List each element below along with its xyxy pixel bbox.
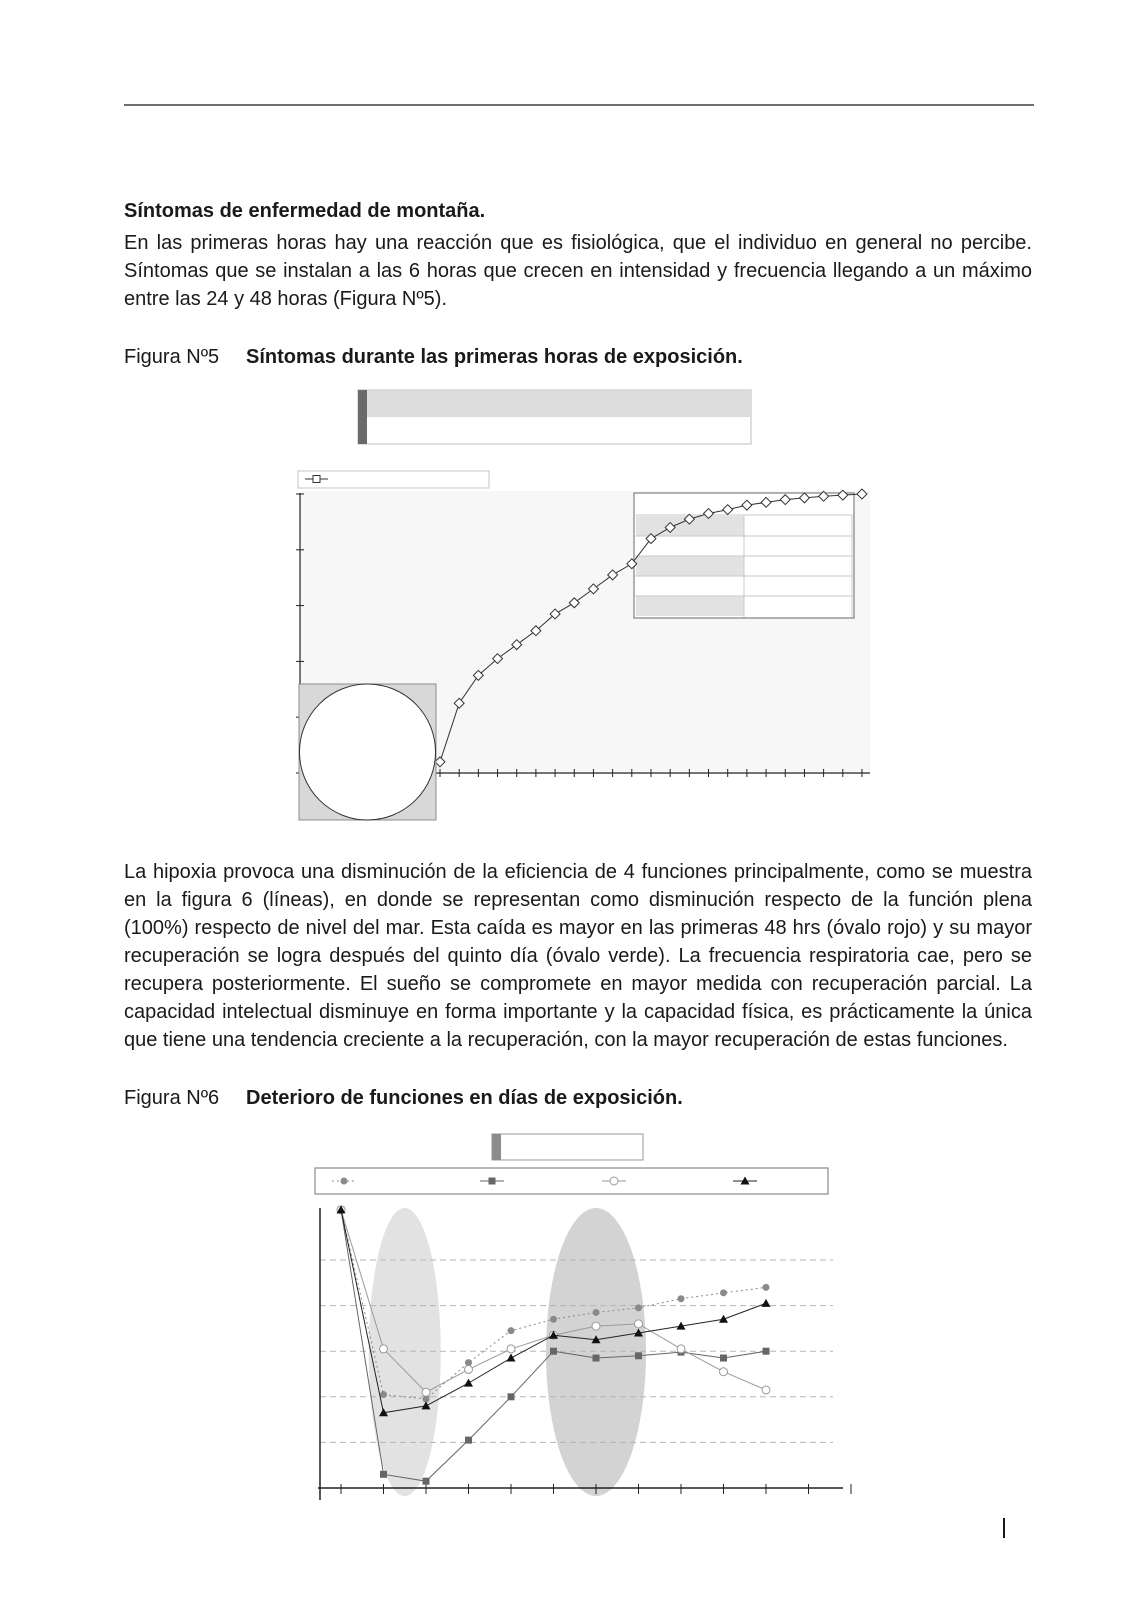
figure6-point xyxy=(465,1365,473,1373)
figure6-point xyxy=(593,1309,600,1316)
figure5-title: Síntomas durante las primeras horas de exposición. xyxy=(246,346,743,368)
figure6-point xyxy=(720,1289,727,1296)
figure6-point xyxy=(508,1393,515,1400)
figure6-point xyxy=(550,1348,557,1355)
figure6-point xyxy=(489,1178,496,1185)
figure6-point xyxy=(380,1391,387,1398)
figure6-title-box xyxy=(492,1134,643,1160)
figure6-title: Deterioro de funciones en días de exposición. xyxy=(246,1087,683,1109)
figure6-point xyxy=(635,1320,643,1328)
figure6-point xyxy=(508,1327,515,1334)
figure6-point xyxy=(507,1345,515,1353)
figure6-point xyxy=(423,1478,430,1485)
figure6-point xyxy=(720,1355,727,1362)
figure6-point xyxy=(380,1345,388,1353)
figure6-point xyxy=(678,1295,685,1302)
figure6-point xyxy=(592,1322,600,1330)
figure6-point xyxy=(507,1354,516,1362)
figure6-point xyxy=(719,1315,728,1323)
figure6-point xyxy=(422,1388,430,1396)
figure5-number: Figura Nº5 xyxy=(124,346,220,368)
figure6-number: Figura Nº6 xyxy=(124,1087,220,1109)
intro-paragraph: En las primeras horas hay una reacción que es fisiológica, que el individuo en general no percibe. Síntomas que se instalan a las 6 horas que crecen en intensidad y frecuencia llegando a un máximo entre las 24 y 48 horas (Figura Nº5). xyxy=(124,232,1032,310)
figure6-point xyxy=(763,1284,770,1291)
figure6-point xyxy=(677,1345,685,1353)
figure6-title-accent xyxy=(492,1134,501,1160)
figure6-point xyxy=(465,1437,472,1444)
figure6-point xyxy=(341,1178,348,1185)
section-title: Síntomas de enfermedad de montaña. xyxy=(124,200,486,222)
page-marker xyxy=(1003,1518,1005,1538)
body-paragraph: La hipoxia provoca una disminución de la eficiencia de 4 funciones principalmente, como se muestra en la figura 6 (líneas), en donde se representan como disminución respecto de la función plena (100%) respecto de nivel del mar. Esta caída es mayor en las primeras 48 hrs (óvalo rojo) y su mayor recuperación se logra después del quinto día (óvalo verde). La frecuencia respiratoria cae, pero se recupera posteriormente. El sueño se compromete en mayor medida con recuperación parcial. La capacidad intelectual disminuye en forma importante y la capacidad física, es prácticamente la única que tiene una tendencia creciente a la recuperación, con la mayor recuperación de estas funciones. xyxy=(124,861,1032,1051)
figure6-point xyxy=(720,1368,728,1376)
figure6-point xyxy=(593,1355,600,1362)
figure6-point xyxy=(464,1379,473,1387)
figure6-point xyxy=(763,1348,770,1355)
figure6-point xyxy=(380,1471,387,1478)
figure6-point xyxy=(550,1316,557,1323)
figure6-highlight-ovals xyxy=(369,1208,646,1496)
figure6-point xyxy=(635,1304,642,1311)
figure6-point xyxy=(610,1177,618,1185)
figure6-point xyxy=(762,1299,771,1307)
figure6-point xyxy=(635,1352,642,1359)
figure6-point xyxy=(762,1386,770,1394)
